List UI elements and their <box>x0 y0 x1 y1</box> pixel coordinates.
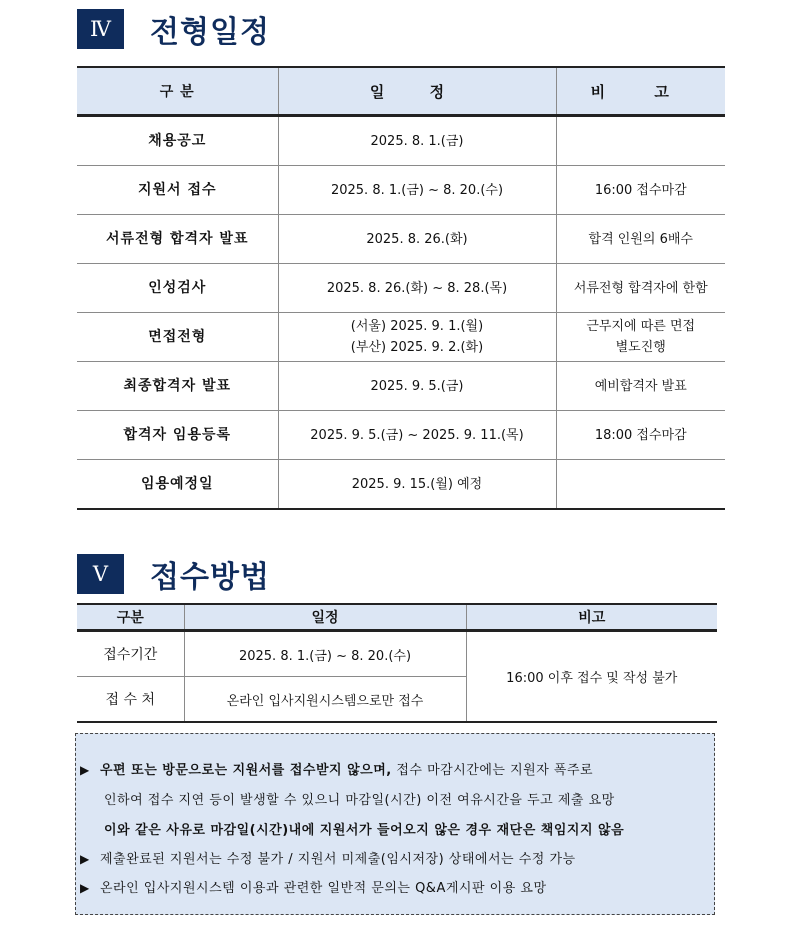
note-cell: 16:00 접수마감 <box>556 166 725 215</box>
table-row <box>77 411 725 460</box>
section-title: 접수방법 <box>150 560 270 595</box>
table-row <box>77 215 725 264</box>
table-row <box>77 264 725 313</box>
arrow-icon: ▶ <box>80 763 90 777</box>
section-number-badge: Ⅴ <box>77 554 124 594</box>
note-cell <box>556 313 725 362</box>
notice-line: 인하여 접수 지연 등이 발생할 수 있으니 마감일(시간) 이전 여유시간을 두고 제출 요망 <box>104 793 615 808</box>
date-cell: 2025. 8. 26.(화) <box>278 215 556 264</box>
header-note: 비고 <box>466 604 717 631</box>
place-value: 온라인 입사지원시스템으로만 접수 <box>184 677 466 723</box>
section-number-badge: Ⅳ <box>77 9 124 49</box>
method-note: 16:00 이후 접수 및 작성 불가 <box>466 631 717 723</box>
stage-cell: 면접전형 <box>77 313 278 362</box>
schedule-table <box>77 66 725 510</box>
date-cell <box>278 313 556 362</box>
date-line-seoul: (서울) 2025. 9. 1.(월) <box>350 319 484 334</box>
notice-text: 접수 마감시간에는 지원자 폭주로 <box>391 763 594 778</box>
table-row <box>77 362 725 411</box>
header-category: 구 분 <box>77 67 278 116</box>
application-method-table <box>77 603 717 723</box>
date-line-busan: (부산) 2025. 9. 2.(화) <box>350 340 484 355</box>
notice-text: 제출완료된 지원서는 수정 불가 / 지원서 미제출(임시저장) 상태에서는 수정 가능 <box>100 852 576 867</box>
date-cell: 2025. 8. 1.(금) <box>278 116 556 166</box>
notice-text: 온라인 입사지원시스템 이용과 관련한 일반적 문의는 Q&A게시판 이용 요망 <box>100 881 547 896</box>
period-label: 접수기간 <box>77 631 184 677</box>
date-cell: 2025. 9. 5.(금) ~ 2025. 9. 11.(목) <box>278 411 556 460</box>
note-cell: 18:00 접수마감 <box>556 411 725 460</box>
date-cell: 2025. 8. 1.(금) ~ 8. 20.(수) <box>278 166 556 215</box>
stage-cell: 최종합격자 발표 <box>77 362 278 411</box>
notice-line-bold: 이와 같은 사유로 마감일(시간)내에 지원서가 들어오지 않은 경우 재단은 책임지지 않음 <box>104 823 625 838</box>
date-cell: 2025. 9. 15.(월) 예정 <box>278 460 556 510</box>
place-label: 접 수 처 <box>77 677 184 723</box>
date-cell: 2025. 9. 5.(금) <box>278 362 556 411</box>
notice-line <box>80 848 710 867</box>
header-note: 비 고 <box>556 67 725 116</box>
table-row <box>77 116 725 166</box>
table-row <box>77 166 725 215</box>
notice-box <box>75 733 715 915</box>
stage-cell: 임용예정일 <box>77 460 278 510</box>
table-header-row <box>77 604 717 631</box>
section-title: 전형일정 <box>150 15 270 50</box>
date-cell: 2025. 8. 26.(화) ~ 8. 28.(목) <box>278 264 556 313</box>
table-header-row <box>77 67 725 116</box>
header-category: 구분 <box>77 604 184 631</box>
header-schedule: 일정 <box>184 604 466 631</box>
stage-cell: 합격자 임용등록 <box>77 411 278 460</box>
table-row <box>77 460 725 510</box>
table-row <box>77 631 717 677</box>
note-cell <box>556 116 725 166</box>
note-cell <box>556 460 725 510</box>
notice-line <box>80 877 710 896</box>
section-header-method <box>77 552 270 596</box>
note-cell: 서류전형 합격자에 한함 <box>556 264 725 313</box>
stage-cell: 지원서 접수 <box>77 166 278 215</box>
stage-cell: 채용공고 <box>77 116 278 166</box>
header-schedule: 일 정 <box>278 67 556 116</box>
table-row <box>77 313 725 362</box>
stage-cell: 인성검사 <box>77 264 278 313</box>
notice-line <box>80 759 710 778</box>
notice-bold-text: 우편 또는 방문으로는 지원서를 접수받지 않으며, <box>100 763 392 778</box>
note-cell: 예비합격자 발표 <box>556 362 725 411</box>
section-header-schedule <box>77 7 270 51</box>
note-cell: 합격 인원의 6배수 <box>556 215 725 264</box>
arrow-icon: ▶ <box>80 881 90 895</box>
arrow-icon: ▶ <box>80 852 90 866</box>
stage-cell: 서류전형 합격자 발표 <box>77 215 278 264</box>
note-line-1: 근무지에 따른 면접 <box>586 319 696 334</box>
note-line-2: 별도진행 <box>615 340 666 355</box>
period-value: 2025. 8. 1.(금) ~ 8. 20.(수) <box>184 631 466 677</box>
